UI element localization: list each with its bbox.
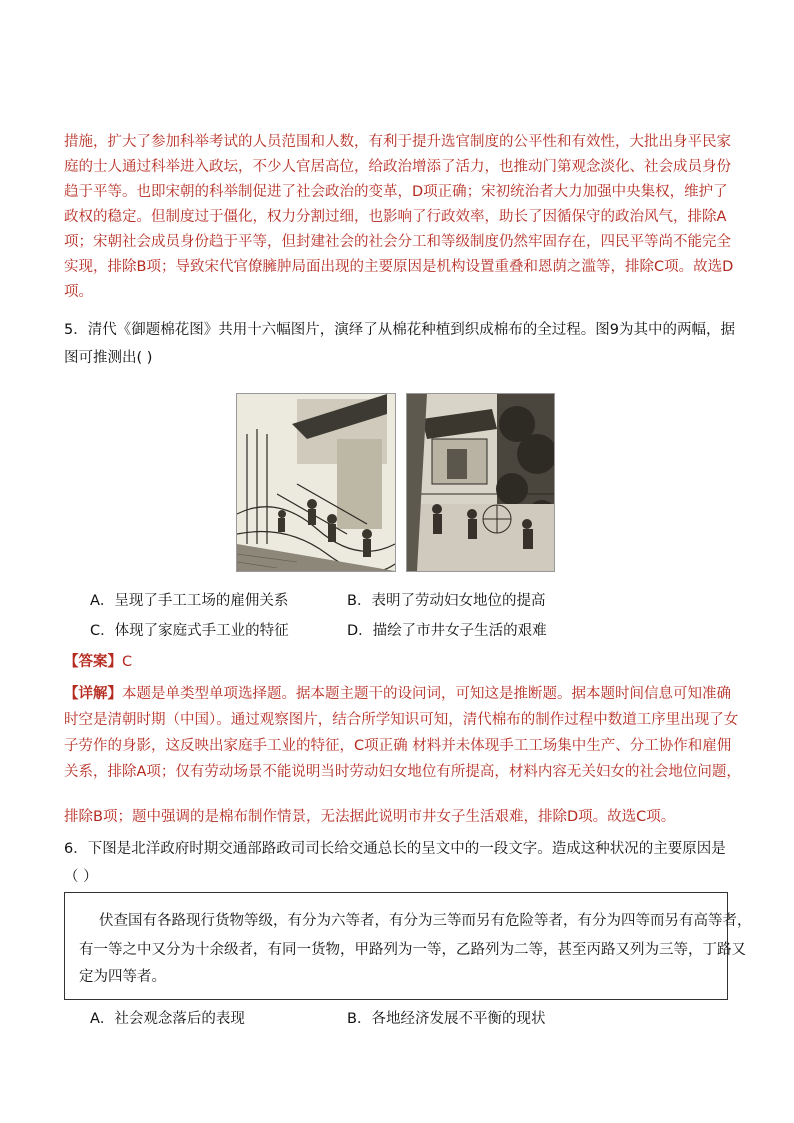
q6-box-line-2: 有一等之中又分为十余级者，有同一货物，甲路列为一等，乙路列为二等，甚至丙路又列为三等，丁路又 [79, 942, 746, 958]
q5-detail-line-3: 子劳作的身影，这反映出家庭手工业的特征，C项正确 材料并未体现手工工场集中生产、分工协作和雇佣 [64, 738, 732, 754]
q4-explanation-line-1: 措施，扩大了参加科举考试的人员范围和人数，有利于提升选官制度的公平性和有效性，大批出身平民家 [64, 134, 731, 150]
cotton-woodcut-image-left [236, 393, 396, 572]
q5-detail-line-4: 关系，排除A项；仅有劳动场景不能说明当时劳动妇女地位有所提高，材料内容无关妇女的社会地位问题， [64, 764, 741, 780]
answer-tag: 【答案】 [64, 654, 122, 670]
q4-explanation-line-2: 庭的士人通过科举进入政坛，不少人官居高位，给政治增添了活力，也推动门第观念淡化、社会成员身份 [64, 159, 731, 175]
detail-tag: 【详解】 [64, 686, 122, 702]
q4-explanation-line-7: 项。 [64, 284, 93, 300]
q6-source-text-box [64, 892, 752, 1000]
q5-detail-line-2: 时空是清朝时期（中国）。通过观察图片，结合所学知识可知，清代棉布的制作过程中数道工序里出现了女 [64, 712, 739, 728]
q6-stem-line-2: （ ） [64, 869, 98, 885]
q4-explanation-line-5: 项；宋朝社会成员身份趋于平等，但封建社会的社会分工和等级制度仍然牢固存在，四民平等尚不能完全 [64, 234, 731, 250]
q5-stem-line-1: 5．清代《御题棉花图》共用十六幅图片，演绎了从棉花种植到织成棉布的全过程。图9为其中的两幅，据 [64, 322, 735, 338]
q5-option-d: D．描绘了市井女子生活的艰难 [347, 623, 547, 639]
q4-explanation-line-6: 实现，排除B项；导致宋代官僚臃肿局面出现的主要原因是机构设置重叠和恩荫之滥等，排除C项。故选D [64, 259, 734, 275]
q6-option-a: A．社会观念落后的表现 [90, 1011, 245, 1027]
q5-detail-line-1 [64, 684, 736, 704]
q5-option-a: A．呈现了手工工场的雇佣关系 [90, 593, 289, 609]
q5-answer-line [64, 652, 736, 672]
q5-option-b: B．表明了劳动妇女地位的提高 [347, 593, 546, 609]
q5-stem-line-2: 图可推测出( ) [64, 350, 153, 366]
answer-value: C [122, 654, 133, 670]
q4-explanation-line-4: 政权的稳定。但制度过于僵化，权力分割过细，也影响了行政效率，助长了因循保守的政治风气，排除A [64, 209, 727, 225]
q6-stem-line-1: 6．下图是北洋政府时期交通部路政司司长给交通总长的呈文中的一段文字。造成这种状况的主要原因是 [64, 841, 726, 857]
q5-detail-text-1: 本题是单类型单项选择题。据本题主题干的设问词，可知这是推断题。据本题时间信息可知准确 [122, 686, 731, 702]
q5-detail-line-5: 排除B项；题中强调的是棉布制作情景，无法据此说明市井女子生活艰难，排除D项。故选C项。 [64, 809, 676, 825]
q6-box-line-1: 伏查国有各路现行货物等级，有分为六等者，有分为三等而另有危险等者，有分为四等而另有高等者， [99, 913, 752, 929]
q5-option-c: C．体现了家庭式手工业的特征 [90, 623, 289, 639]
cotton-woodcut-image-right [406, 393, 555, 572]
q6-box-line-3: 定为四等者。 [79, 969, 166, 985]
q4-explanation-line-3: 趋于平等。也即宋朝的科举制促进了社会政治的变革，D项正确；宋初统治者大力加强中央集权，维护了 [64, 184, 728, 200]
q6-option-b: B．各地经济发展不平衡的现状 [347, 1011, 546, 1027]
